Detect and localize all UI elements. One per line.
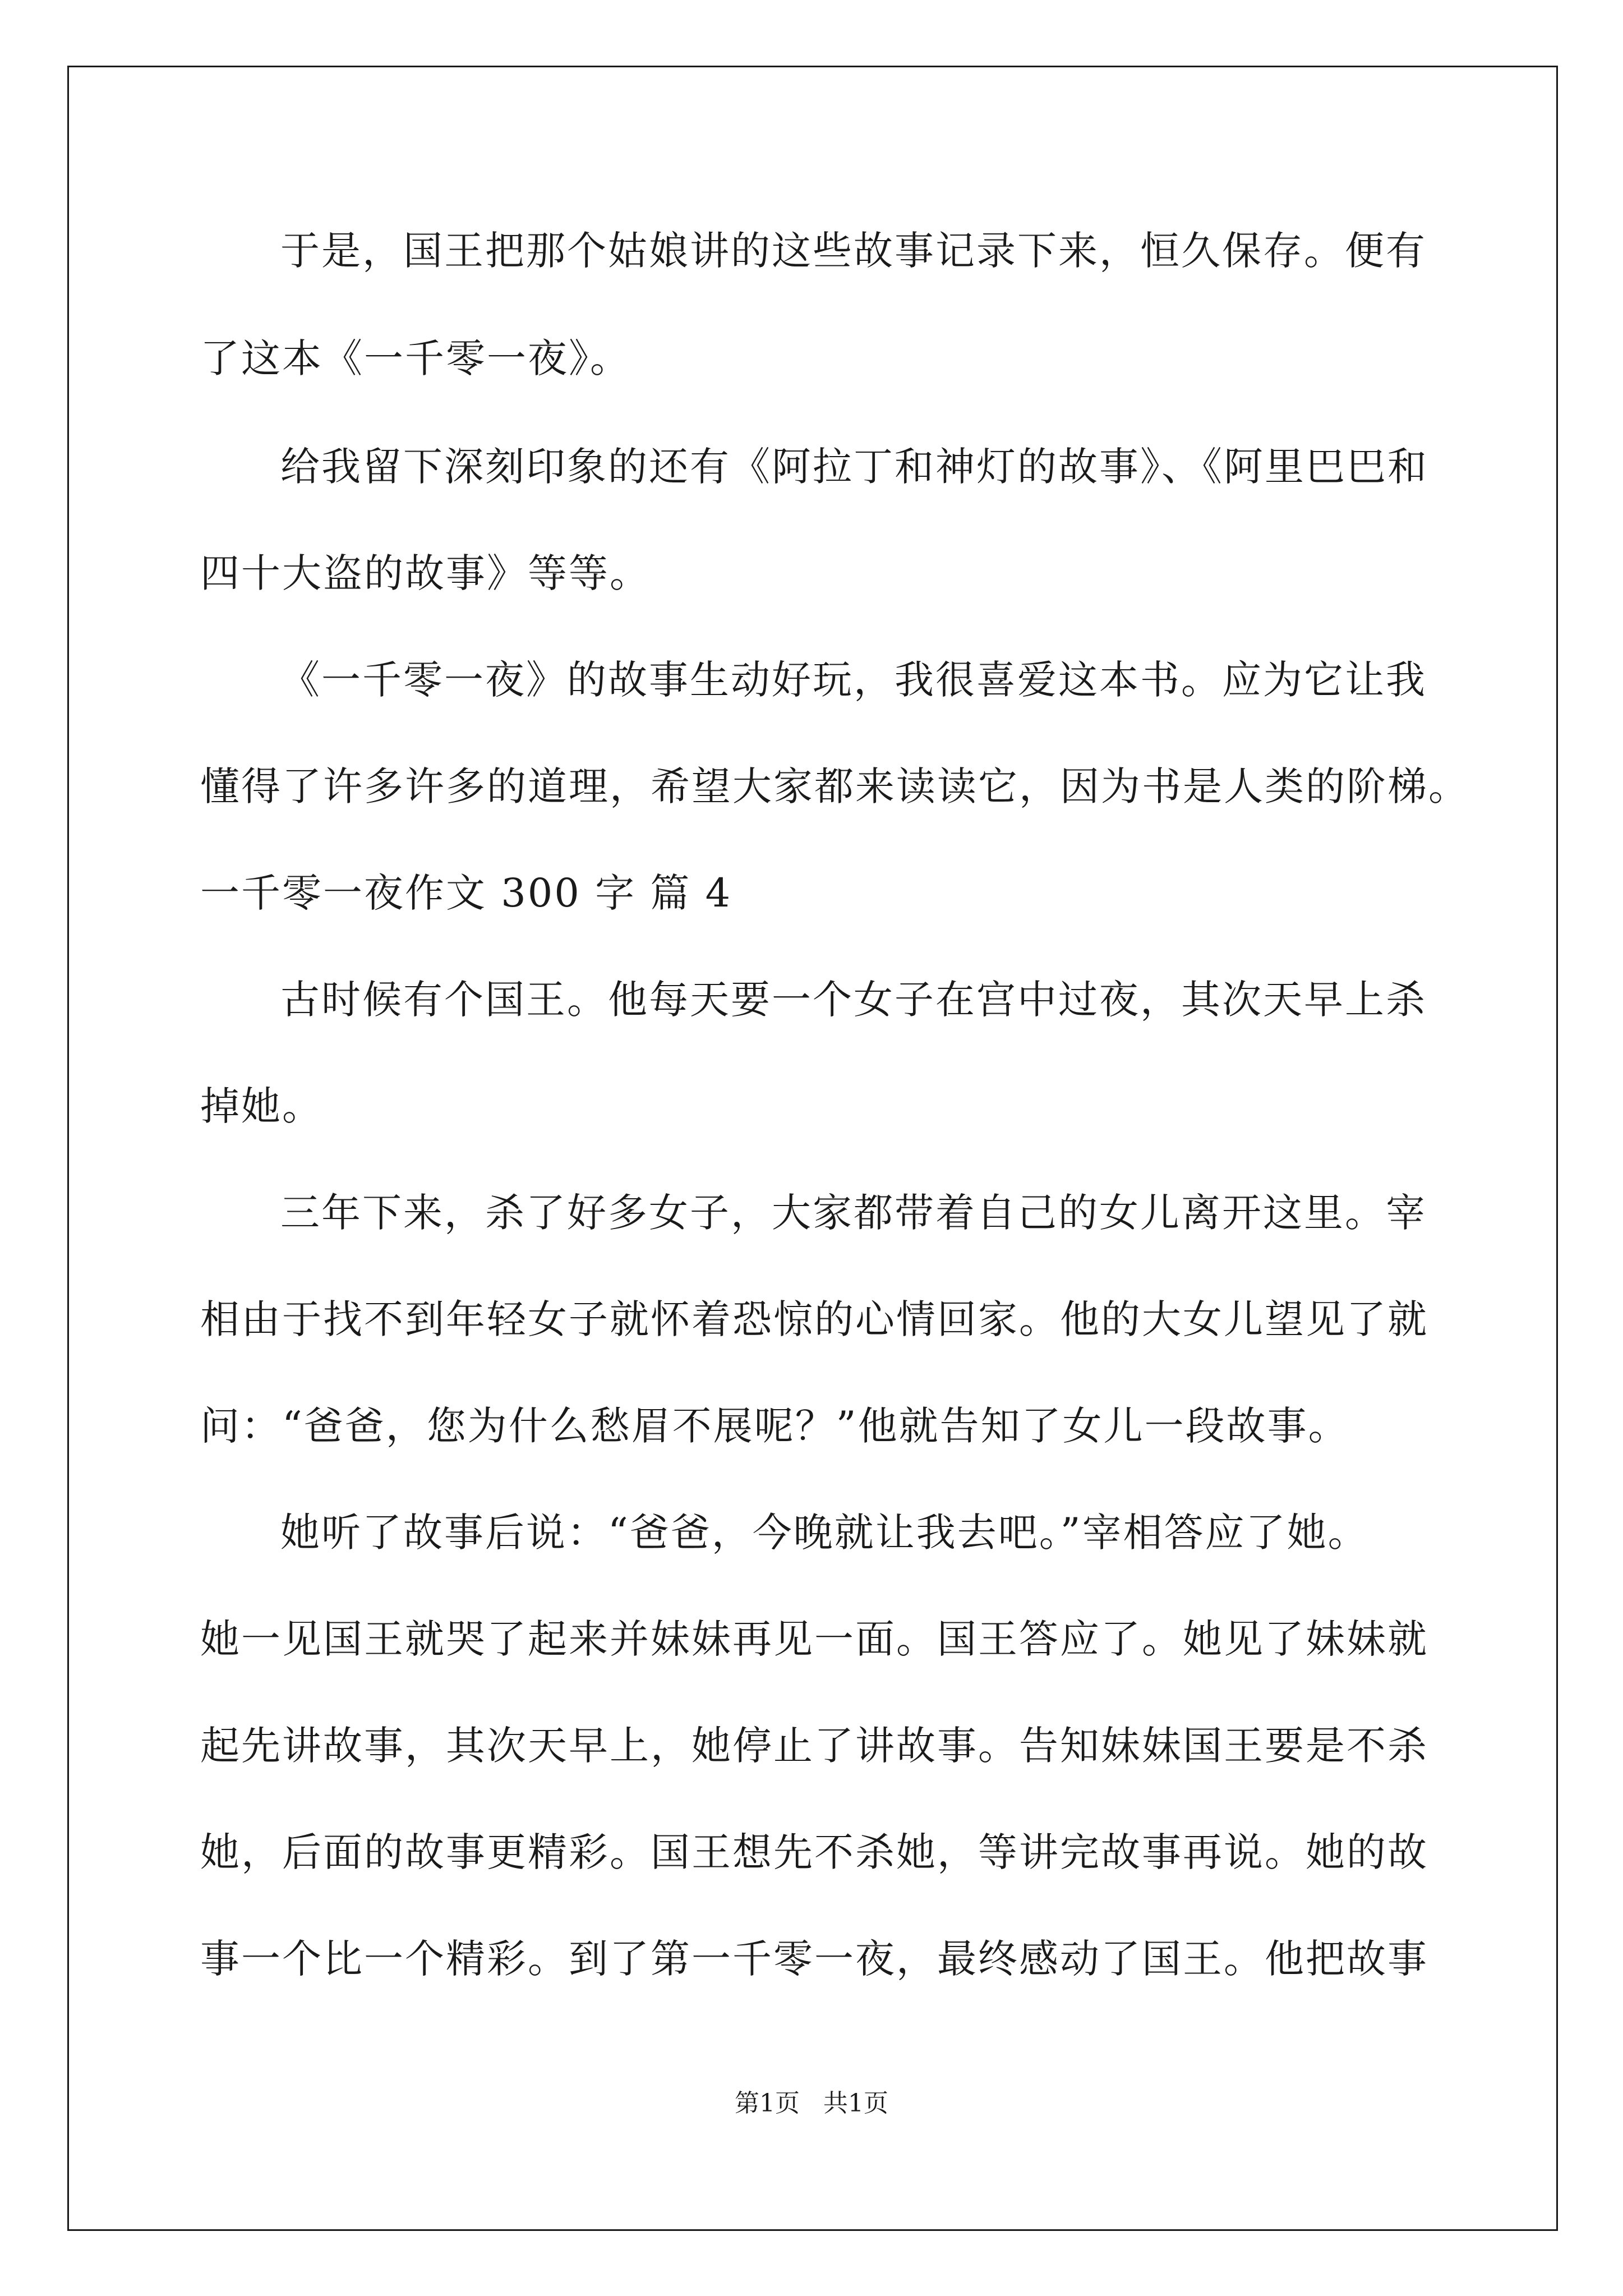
text-line: 给我留下深刻印象的还有《阿拉丁和神灯的故事》、《阿里巴巴和: [280, 444, 1428, 490]
section-heading: 一千零一夜作文 300 字 篇 4: [200, 870, 732, 916]
text-line: 问：“爸爸，您为什么愁眉不展呢？”他就告知了女儿一段故事。: [200, 1403, 1349, 1449]
text-line: 《一千零一夜》的故事生动好玩，我很喜爱这本书。应为它让我: [280, 657, 1427, 703]
text-line: 懂得了许多许多的道理，希望大家都来读读它，因为书是人类的阶梯。: [200, 763, 1469, 809]
text-line: 她，后面的故事更精彩。国王想先不杀她，等讲完故事再说。她的故: [200, 1829, 1428, 1875]
text-line: 掉她。: [200, 1083, 323, 1129]
text-line: 她一见国王就哭了起来并妹妹再见一面。国王答应了。她见了妹妹就: [200, 1616, 1428, 1662]
text-line: 古时候有个国王。他每天要一个女子在宫中过夜，其次天早上杀: [280, 977, 1427, 1023]
text-line: 她听了故事后说：“爸爸，今晚就让我去吧。”宰相答应了她。: [280, 1510, 1369, 1556]
text-line: 四十大盗的故事》等等。: [200, 550, 651, 596]
text-line: 三年下来，杀了好多女子，大家都带着自己的女儿离开这里。宰: [280, 1190, 1427, 1236]
page-border: [67, 66, 1558, 2231]
text-line: 事一个比一个精彩。到了第一千零一夜，最终感动了国王。他把故事: [200, 1936, 1428, 1982]
text-line: 于是，国王把那个姑娘讲的这些故事记录下来，恒久保存。便有: [280, 228, 1427, 274]
text-line: 相由于找不到年轻女子就怀着恐惊的心情回家。他的大女儿望见了就: [200, 1296, 1428, 1342]
page-number-footer: 第1页 共1页: [735, 2089, 888, 2118]
text-line: 了这本《一千零一夜》。: [200, 335, 631, 381]
text-line: 起先讲故事，其次天早上，她停止了讲故事。告知妹妹国王要是不杀: [200, 1723, 1428, 1769]
